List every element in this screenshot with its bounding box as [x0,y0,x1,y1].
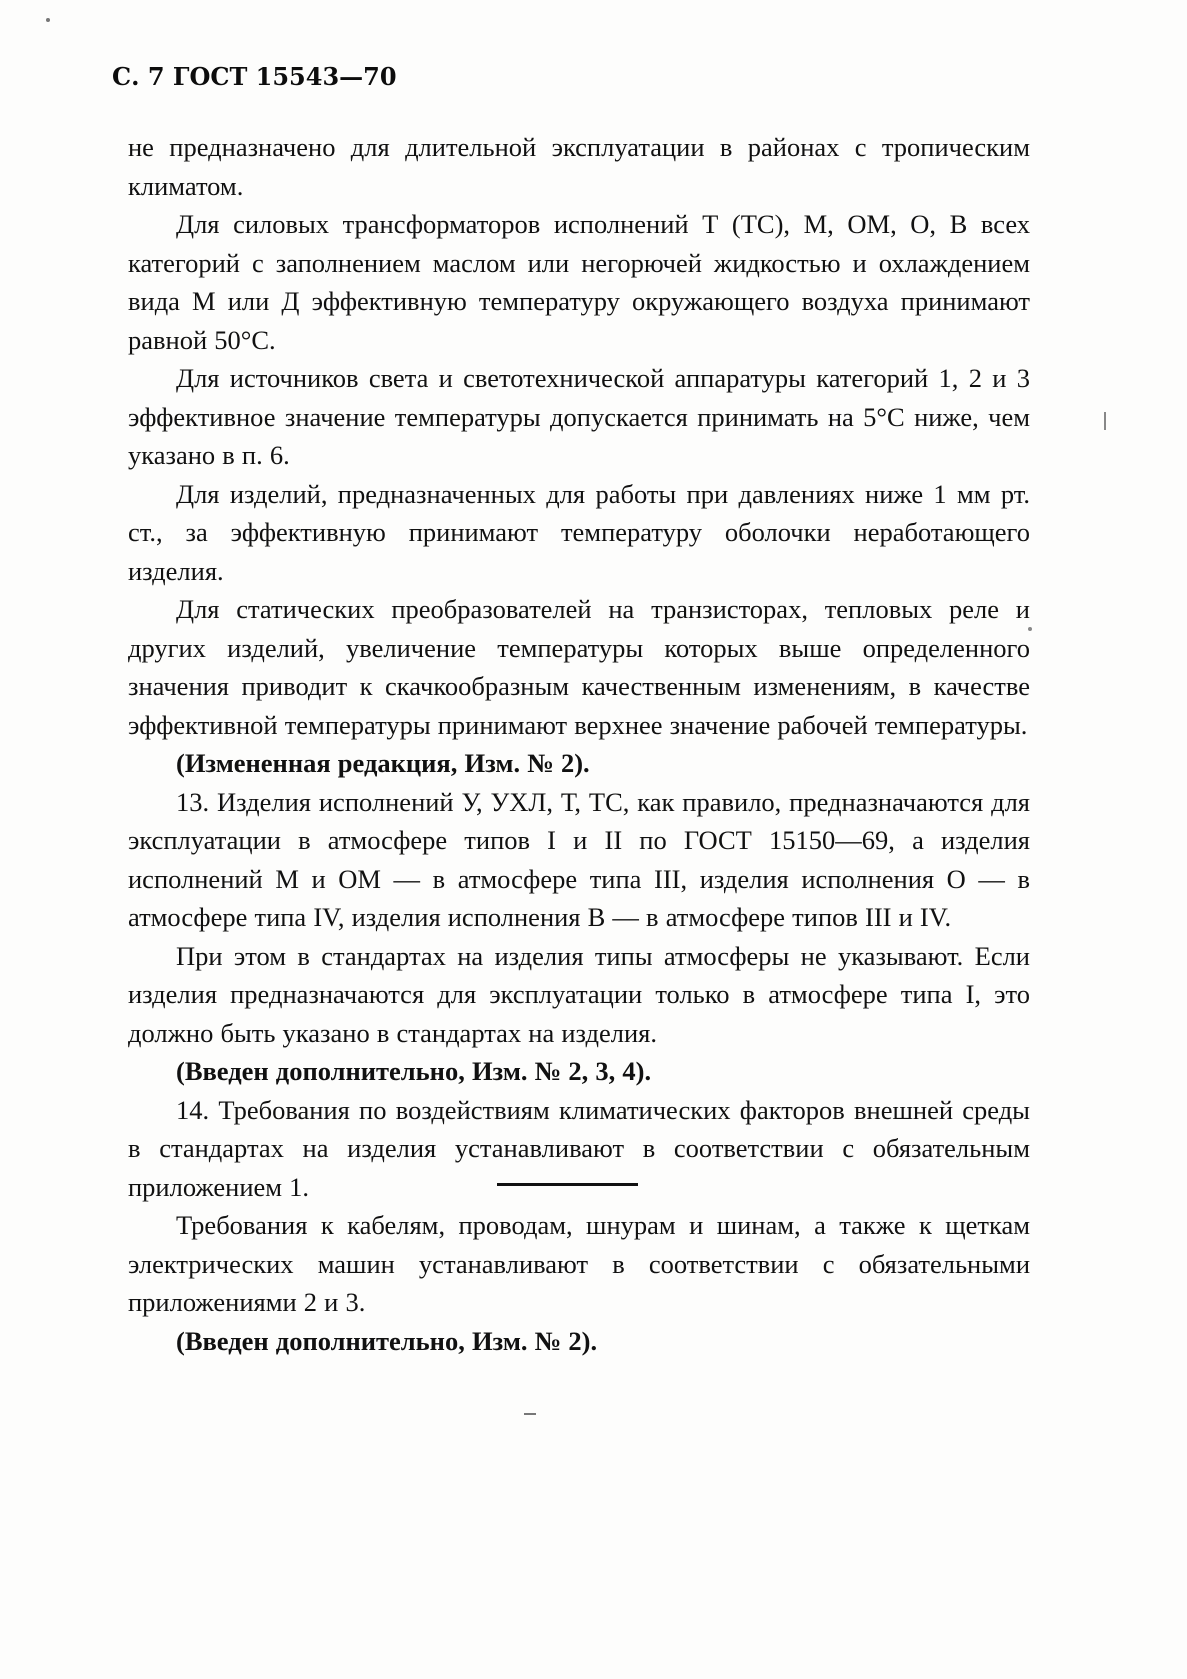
paragraph-item-14: 14. Требования по воздействиям климатических факторов внешней среды в стандартах на изделия устанавливают в соответствии с обязательным приложением 1. [128,1094,1030,1202]
paragraph-continued: не предназначено для длительной эксплуатации в районах с тропическим климатом. [128,132,1030,201]
page-header [112,62,397,91]
paragraph-revision-note-3: (Введен дополнительно, Изм. № 2). [176,1325,598,1356]
scan-artifact-tick-right [1104,412,1106,430]
paragraph-revision-note-2: (Введен дополнительно, Изм. № 2, 3, 4). [176,1056,652,1086]
paragraph-revision-note-1: (Измененная редакция, Изм. № 2). [176,748,590,778]
paragraph-item-13-note: При этом в стандартах на изделия типы атмосферы не указывают. Если изделия предназначаются для эксплуатации только в атмосфере типа I, это должно быть указано в стандартах на изделия. [128,940,1030,1048]
document-body [128,128,1030,1360]
paragraph-transformers: Для силовых трансформаторов исполнений Т (ТС), М, ОМ, О, В всех категорий с заполнением маслом или негорючей жидкостью и охлаждением вида М или Д эффективную температуру окружающего воздуха принимают равной 50°С. [128,209,1030,355]
scan-artifact-dot-left [46,18,50,22]
paragraph-light-sources: Для источников света и светотехнической аппаратуры категорий 1, 2 и 3 эффективное значение температуры допускается принимать на 5°С ниже, чем указано в п. 6. [128,363,1030,470]
paragraph-low-pressure: Для изделий, предназначенных для работы при давлениях ниже 1 мм рт. ст., за эффективную принимают температуру оболочки неработающего изделия. [128,478,1030,586]
scan-artifact-footer-mark [524,1413,536,1415]
page-header-text: С. 7 ГОСТ 15543—70 [112,62,397,91]
paragraph-item-14-note: Требования к кабелям, проводам, шнурам и шинам, а также к щеткам электрических машин устанавливают в соответствии с обязательными приложениями 2 и 3. [128,1210,1030,1317]
paragraph-item-13: 13. Изделия исполнений У, УХЛ, Т, ТС, как правило, предназначаются для эксплуатации в атмосфере типов I и II по ГОСТ 15150—69, а изделия исполнений М и ОМ — в атмосфере типа III, изделия исполнения О — в атмосфере типа IV, изделия исполнения В — в атмосфере типов III и IV. [128,786,1030,932]
section-divider [497,1183,638,1186]
paragraph-static-converters: Для статических преобразователей на транзисторах, тепловых реле и других изделий, увеличение температуры которых выше определенного значения приводит к скачкообразным качественным изменениям, в качестве эффективной температуры принимают верхнее значение рабочей температуры. [128,594,1030,740]
